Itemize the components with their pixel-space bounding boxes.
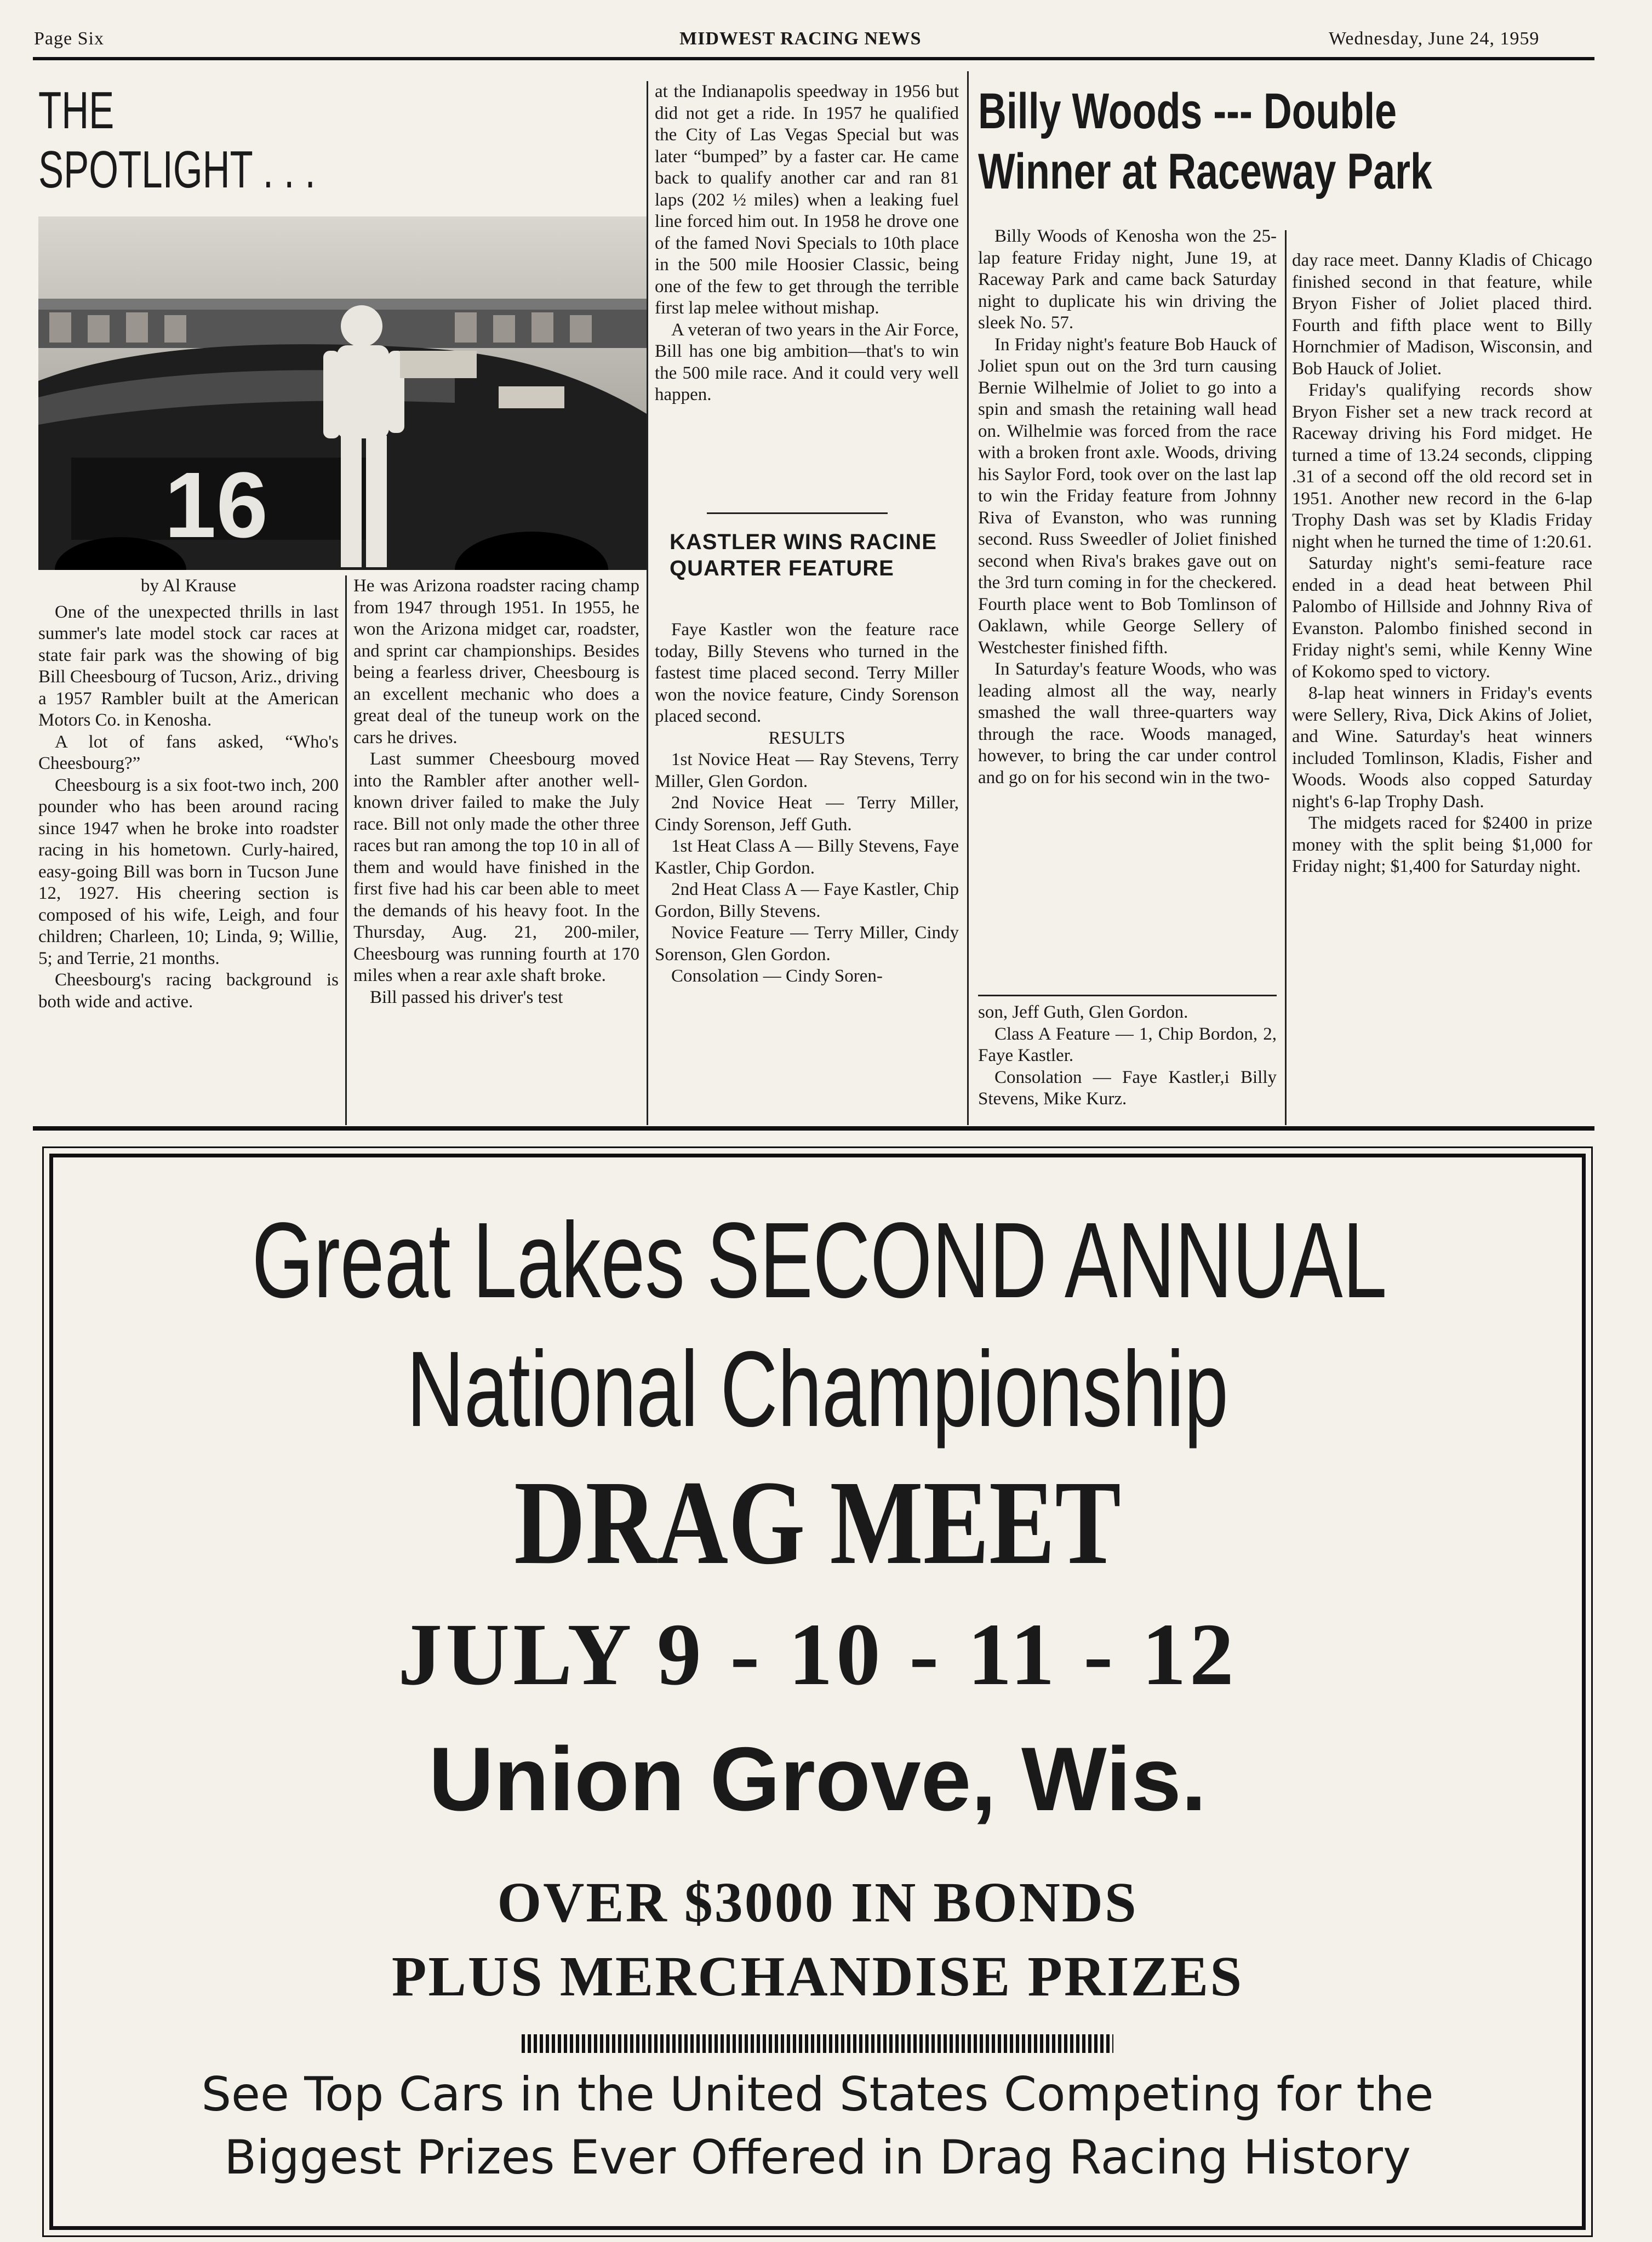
car-number: 16 <box>164 453 268 557</box>
result-item: Consolation — Cindy Soren- <box>671 966 883 986</box>
result-item: 1st Novice Heat — Ray Stevens, Terry Miller, Glen Gordon. <box>655 750 959 791</box>
paragraph: A lot of fans asked, “Who's Cheesbourg?” <box>38 732 339 773</box>
paragraph: In Friday night's feature Bob Hauck of Joliet spun out on the 3rd turn causing Bernie Wilhelmie of Joliet to go into a spin and smash the retaining wall head on. Wilhelmie was forced from the race with a broken front axle. Woods, driving his Saylor Ford, took over on the last lap to win the Friday feature from Johnny Riva of Evanston, who was running second. Russ Sweedler of Joliet finished second when Riva's brakes gave out on the 3rd turn coming in for the checkered. Fourth place went to Bob Tomlinson of Oaklawn, while George Sellery of Westchester finished fifth. <box>978 334 1277 658</box>
spotlight-column-1 <box>38 575 339 1013</box>
kastler-story <box>655 619 959 988</box>
column-divider <box>1285 230 1287 1125</box>
paragraph: The midgets raced for $2400 in prize money with the split being $1,000 for Friday night; $1,400 for Saturday night. <box>1292 813 1592 876</box>
ad-line: Biggest Prizes Ever Offered in Drag Racing History <box>224 2130 1411 2185</box>
spotlight-column-3 <box>655 81 959 406</box>
paragraph: at the Indianapolis speedway in 1956 but did not get a ride. In 1957 he qualified the City of Las Vegas Special but was later “bumped” by a faster car. He came back to qualify another car and ran 81 laps (202 ½ miles) when a leaking fuel line forced him out. In 1958 he drove one of the famed Novi Specials to 10th place in the 500 mile Hoosier Classic, being one of the few to get through the terrible first lap melee without mishap. <box>655 82 959 318</box>
paragraph: He was Arizona roadster racing champ from 1947 through 1951. In 1955, he won the Arizona midget car, roadster, and sprint car championships. Besides being a fearless driver, Cheesbourg is an excellent mechanic who does a great deal of the tuneup work on the cars he drives. <box>353 576 639 748</box>
drag-meet-ad <box>49 1154 1586 2230</box>
paragraph: Saturday night's semi-feature race ended in a dead heat between Phil Palombo of Hillside and Johnny Riva of Evanston. Palombo finished second in Friday night's semi, while Kenny Wine of Kokomo sped to victory. <box>1292 554 1592 682</box>
ad-line: PLUS MERCHANDISE PRIZES <box>391 1945 1244 2008</box>
header-rule <box>33 57 1594 60</box>
paragraph: Friday's qualifying records show Bryon Fisher set a new track record at Raceway driving his Ford midget. He turned a time of 13.24 seconds, clipping .31 of a second off the old record set in 1951. Another new record in the 6-lap Trophy Dash was set by Kladis Friday night when he turned the time of 1:20.61. <box>1292 380 1592 552</box>
masthead-title: MIDWEST RACING NEWS <box>679 28 922 49</box>
result-item: 2nd Heat Class A — Faye Kastler, Chip Gordon, Billy Stevens. <box>655 880 959 921</box>
paragraph: Consolation — Faye Kastler,i Billy Stevens, Mike Kurz. <box>978 1067 1277 1109</box>
paragraph: Last summer Cheesbourg moved into the Rambler after another well-known driver failed to make the July race. Bill not only made the other three races but ran among the top 10 in all of them and would have finished in the first five had his car been able to meet the demands of his heavy foot. In the Thursday, Aug. 21, 200-miler, Cheesbourg was running fourth at 170 miles when a rear axle shaft broke. <box>353 749 639 985</box>
ad-line: Union Grove, Wis. <box>428 1728 1207 1829</box>
section-rule <box>707 512 888 514</box>
paragraph: Cheesbourg is a six foot-two inch, 200 pounder who has been around racing since 1947 when he broke into roadster racing in his hometown. Curly-haired, easy-going Bill was born in Tucson June 12, 1927. His cheering section is composed of his wife, Leigh, and four children; Charleen, 10; Linda, 9; Willie, 5; and Terrie, 21 months. <box>38 775 339 968</box>
ad-line: See Top Cars in the United States Competing for the <box>201 2067 1434 2122</box>
result-item: Novice Feature — Terry Miller, Cindy Sorenson, Glen Gordon. <box>655 923 959 965</box>
paragraph: Bill passed his driver's test <box>370 987 563 1007</box>
woods-column-1 <box>978 226 1277 789</box>
spotlight-column-2 <box>353 575 639 1008</box>
kastler-continued <box>978 1002 1277 1110</box>
result-item: 2nd Novice Heat — Terry Miller, Cindy Sorenson, Jeff Guth. <box>655 793 959 835</box>
paragraph: In Saturday's feature Woods, who was leading almost all the way, nearly smashed the wall three-quarters way through the race. Woods managed, however, to bring the car under control and go on for his second win in the two- <box>978 659 1277 788</box>
paragraph: Cheesbourg's racing background is both wide and active. <box>38 970 339 1012</box>
ad-line: Great Lakes SECOND ANNUAL <box>251 1200 1387 1320</box>
paragraph: Billy Woods of Kenosha won the 25-lap feature Friday night, June 19, at Raceway Park and came back Saturday night to duplicate his win driving the sleek No. 57. <box>978 226 1277 333</box>
driver-photo <box>38 216 647 570</box>
spotlight-title: THE SPOTLIGHT . . . <box>38 81 316 199</box>
paragraph: Class A Feature — 1, Chip Bordon, 2, Faye Kastler. <box>978 1024 1277 1065</box>
column-divider <box>647 81 648 1125</box>
result-item: 1st Heat Class A — Billy Stevens, Faye Kastler, Chip Gordon. <box>655 836 959 878</box>
section-rule <box>978 995 1277 996</box>
ad-line: National Championship <box>407 1329 1228 1449</box>
kastler-heading: KASTLER WINS RACINE QUARTER FEATURE <box>670 530 937 580</box>
paragraph: Faye Kastler won the feature race today, Billy Stevens who turned in the fastest time placed second. Terry Miller won the novice feature, Cindy Sorenson placed second. <box>655 620 959 726</box>
paragraph: 8-lap heat winners in Friday's events were Sellery, Riva, Dick Akins of Joliet, and Wine. Saturday's heat winners included Tomlinson, Kladis, Fisher and Woods. Woods also copped Saturday night's 6-lap Trophy Dash. <box>1292 683 1592 812</box>
paragraph: son, Jeff Guth, Glen Gordon. <box>978 1002 1188 1022</box>
issue-date: Wednesday, June 24, 1959 <box>1329 28 1540 49</box>
paragraph: day race meet. Danny Kladis of Chicago finished second in that feature, while Bryon Fisher of Joliet placed third. Fourth and fifth place went to Billy Hornchmier of Madison, Wisconsin, and Bob Hauck of Joliet. <box>1292 250 1592 379</box>
byline: by Al Krause <box>140 576 237 596</box>
ad-top-rule <box>33 1126 1594 1131</box>
column-divider <box>967 71 969 1125</box>
results-label: RESULTS <box>768 728 845 748</box>
woods-column-2 <box>1292 250 1592 878</box>
ad-line: JULY 9 - 10 - 11 - 12 <box>398 1606 1237 1704</box>
decorative-rule <box>522 2034 1113 2053</box>
column-divider <box>345 575 347 1125</box>
woods-headline: Billy Woods --- Double Winner at Raceway Park <box>978 83 1432 199</box>
ad-line: OVER $3000 IN BONDS <box>497 1871 1138 1934</box>
page-number: Page Six <box>34 28 104 49</box>
paragraph: A veteran of two years in the Air Force, Bill has one big ambition—that's to win the 500 mile race. And it could very well happen. <box>655 320 959 404</box>
ad-line: DRAG MEET <box>514 1456 1121 1589</box>
paragraph: One of the unexpected thrills in last summer's late model stock car races at state fair park was the showing of big Bill Cheesbourg of Tucson, Ariz., driving a 1957 Rambler built at the American Motors Co. in Kenosha. <box>38 602 339 730</box>
